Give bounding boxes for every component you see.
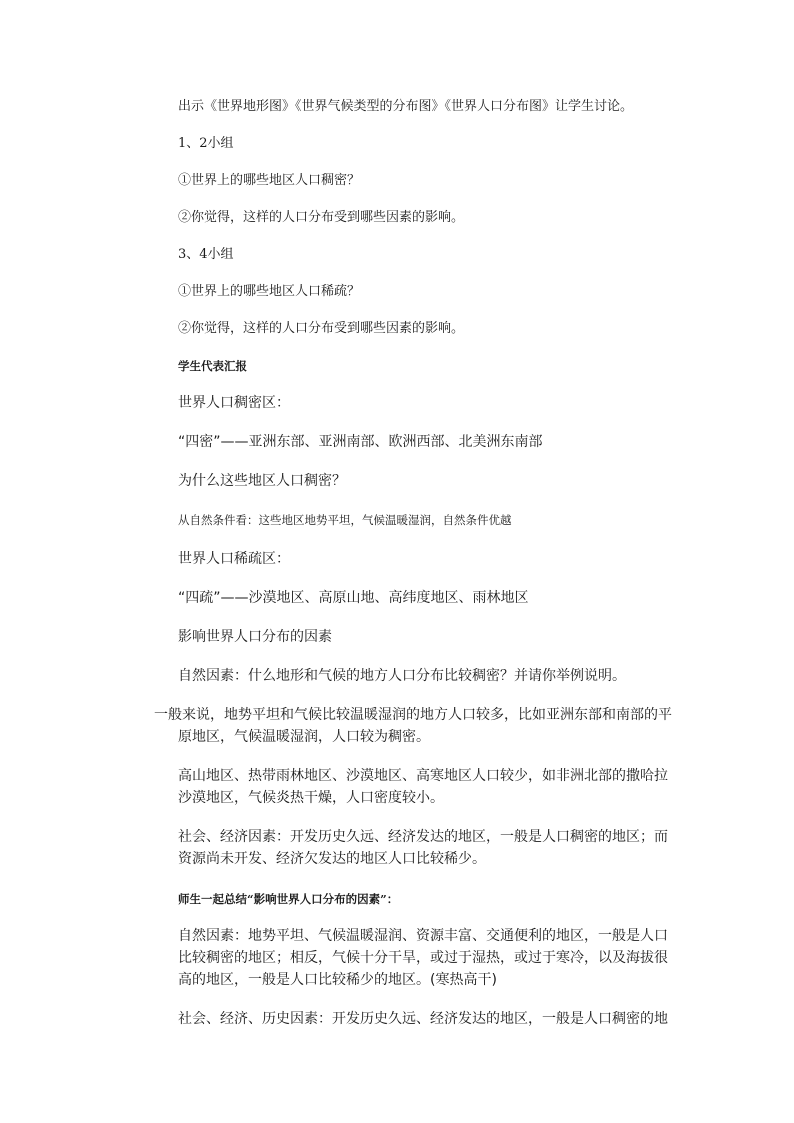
paragraph: 高山地区、热带雨林地区、沙漠地区、高寒地区人口较少，如非洲北部的撒哈拉沙漠地区，气候炎热干燥，人口密度较小。 [178,768,668,806]
paragraph: 世界人口稀疏区： [178,551,290,567]
paragraph: 1、2小组 [178,136,234,151]
paragraph: 从自然条件看：这些地区地势平坦，气候温暖湿润，自然条件优越 [178,513,512,527]
section-heading: 学生代表汇报 [178,359,247,373]
paragraph: 一般来说，地势平坦和气候比较温暖湿润的地方人口较多，比如亚洲东部和南部的平原地区，气候温暖湿润，人口较为稠密。 [154,707,672,745]
paragraph: 自然因素：地势平坦、气候温暖湿润、资源丰富、交通便利的地区，一般是人口比较稠密的地区；相反，气候十分干旱，或过于湿热，或过于寒冷，以及海拔很高的地区，一般是人口比较稀少的地区。(寒热高干) [178,928,668,988]
paragraph: 社会、经济因素：开发历史久远、经济发达的地区，一般是人口稠密的地区；而资源尚未开发、经济欠发达的地区人口比较稀少。 [178,829,668,867]
paragraph: “四密”——亚洲东部、亚洲南部、欧洲西部、北美洲东南部 [178,434,543,450]
document-page [154,96,678,1030]
paragraph: 自然因素：什么地形和气候的地方人口分布比较稠密？并请你举例说明。 [178,668,626,684]
paragraph: 世界人口稠密区： [178,395,290,411]
paragraph: ①世界上的哪些地区人口稠密？ [178,173,361,188]
paragraph: ②你觉得，这样的人口分布受到哪些因素的影响。 [178,210,465,225]
paragraph: 3、4小组 [178,247,234,262]
paragraph: 社会、经济、历史因素：开发历史久远、经济发达的地区，一般是人口稠密的地 [178,1011,668,1027]
paragraph: 影响世界人口分布的因素 [178,629,332,645]
paragraph: “四疏”——沙漠地区、高原山地、高纬度地区、雨林地区 [178,590,529,606]
paragraph: ②你觉得，这样的人口分布受到哪些因素的影响。 [178,321,465,336]
section-heading: 师生一起总结“影响世界人口分布的因素”： [178,892,399,906]
paragraph: 出示《世界地形图》《世界气候类型的分布图》《世界人口分布图》让学生讨论。 [178,99,634,114]
paragraph: 为什么这些地区人口稠密？ [178,473,346,489]
paragraph: ①世界上的哪些地区人口稀疏？ [178,284,361,299]
